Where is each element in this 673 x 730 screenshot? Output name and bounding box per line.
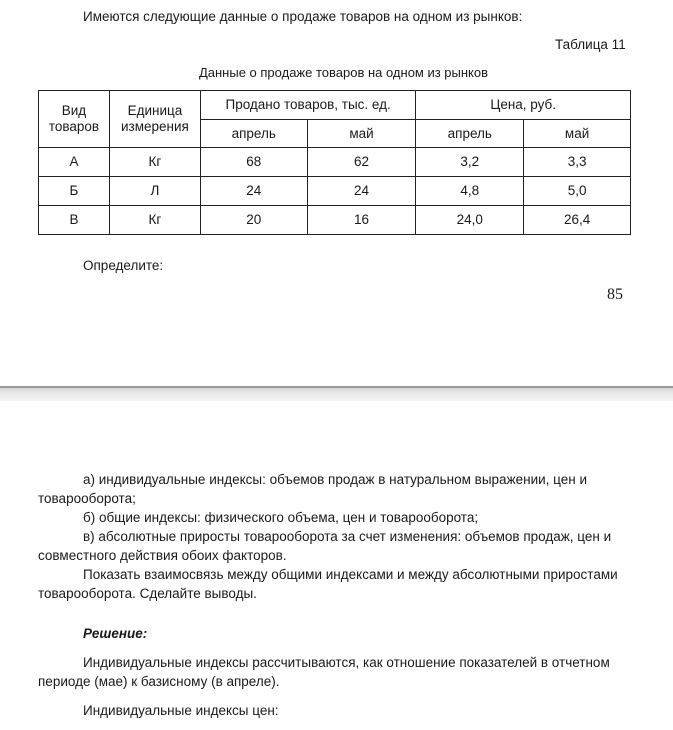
- solution-text: Индивидуальные индексы рассчитываются, как отношение показателей в отчетном периоде (мае) к базисному (в апреле).: [38, 655, 610, 689]
- cell-sold-april: 24: [200, 177, 307, 206]
- cell-unit: Кг: [109, 148, 200, 177]
- table-row: [39, 206, 631, 235]
- table-row: [39, 148, 631, 177]
- solution-heading: Решение:: [83, 626, 148, 641]
- price-indices-label: Индивидуальные индексы цен:: [83, 703, 279, 718]
- page-number: 85: [607, 286, 623, 303]
- table-number: Таблица 11: [555, 37, 626, 52]
- header-sold-may: май: [307, 120, 416, 148]
- define-label: Определите:: [83, 258, 164, 273]
- cell-sold-may: 16: [307, 206, 416, 235]
- header-unit: Единица измерения: [109, 91, 200, 148]
- cell-price-may: 5,0: [524, 177, 631, 206]
- header-product: Вид товаров: [39, 91, 110, 148]
- cell-sold-april: 68: [200, 148, 307, 177]
- table-row: [39, 177, 631, 206]
- header-price-may: май: [524, 120, 631, 148]
- cell-price-april: 4,8: [416, 177, 524, 206]
- cell-sold-april: 20: [200, 206, 307, 235]
- task-d: Показать взаимосвязь между общими индексами и между абсолютными приростами товарооборота. Сделайте выводы.: [38, 567, 618, 601]
- table-caption: Данные о продаже товаров на одном из рынков: [198, 65, 489, 80]
- header-sold: Продано товаров, тыс. ед.: [200, 91, 416, 120]
- cell-price-april: 24,0: [416, 206, 524, 235]
- cell-product: А: [39, 148, 110, 177]
- cell-price-may: 26,4: [524, 206, 631, 235]
- cell-unit: Кг: [109, 206, 200, 235]
- cell-sold-may: 62: [307, 148, 416, 177]
- cell-price-may: 3,3: [524, 148, 631, 177]
- task-a: а) индивидуальные индексы: объемов продаж в натуральном выражении, цен и товарооборота;: [38, 472, 587, 506]
- intro-text: Имеются следующие данные о продаже товаров на одном из рынков:: [83, 9, 523, 24]
- sales-table: [38, 90, 631, 235]
- cell-unit: Л: [109, 177, 200, 206]
- cell-product: Б: [39, 177, 110, 206]
- page-break: [0, 386, 673, 401]
- task-c: в) абсолютные приросты товарооборота за счет изменения: объемов продаж, цен и совместного действия обоих факторов.: [38, 529, 612, 563]
- cell-product: В: [39, 206, 110, 235]
- header-sold-april: апрель: [200, 120, 307, 148]
- header-price-april: апрель: [416, 120, 524, 148]
- table-header-row: [39, 91, 631, 120]
- header-price: Цена, руб.: [416, 91, 631, 120]
- cell-price-april: 3,2: [416, 148, 524, 177]
- task-b: б) общие индексы: физического объема, цен и товарооборота;: [83, 510, 479, 525]
- cell-sold-may: 24: [307, 177, 416, 206]
